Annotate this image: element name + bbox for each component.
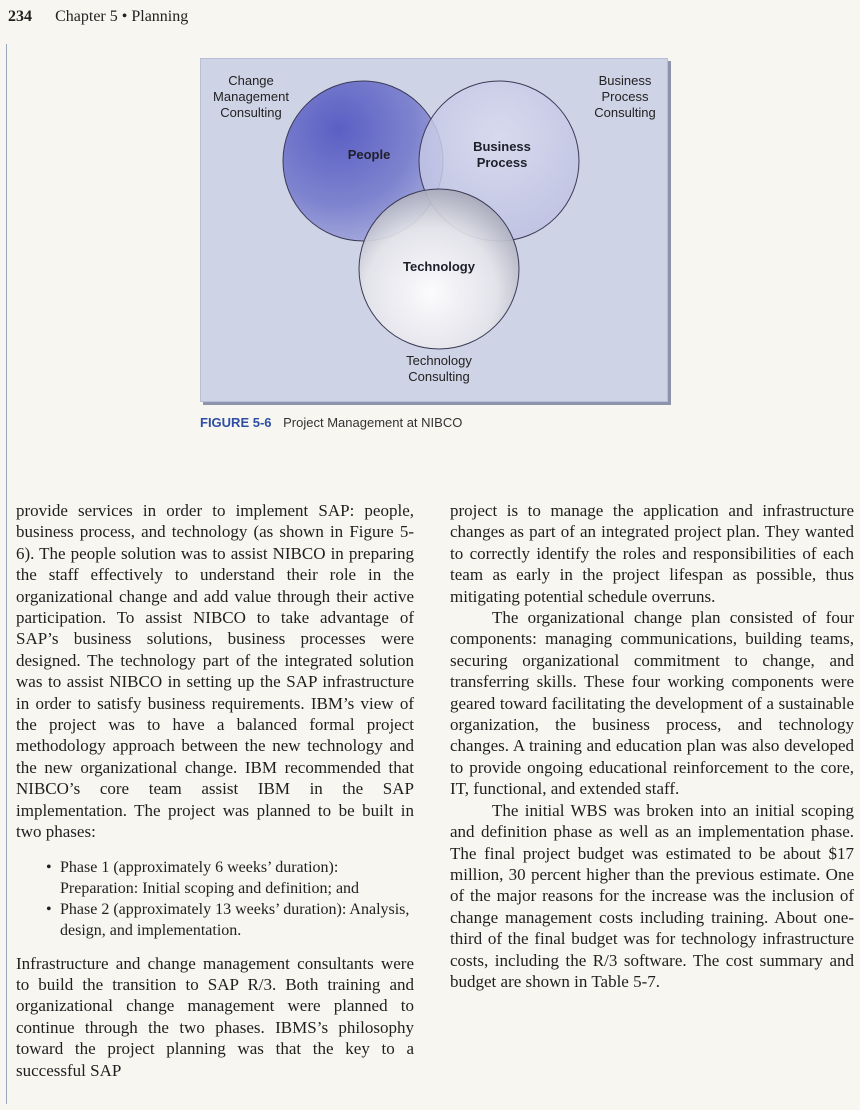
margin-rule — [6, 44, 7, 1104]
technology-consulting-label: Technology Consulting — [406, 353, 472, 384]
chapter-title: Chapter 5 • Planning — [55, 8, 189, 25]
phase-list — [46, 857, 414, 941]
technology-label: Technology — [403, 259, 475, 274]
list-item: • Phase 1 (approximately 6 weeks’ duration): Preparation: Initial scoping and definition; and — [46, 857, 414, 899]
paragraph: Infrastructure and change management consultants were to build the transition to SAP R/3. Both training and organizational change management were planned to continue through the two phases. IBMS’s philosophy toward the project planning was that the key to a successful SAP — [16, 953, 414, 1080]
figure-caption — [200, 415, 462, 430]
figure-number: FIGURE 5-6 — [200, 415, 272, 430]
page-number: 234 — [8, 8, 32, 25]
paragraph: provide services in order to implement SAP: people, business process, and technology (as shown in Figure 5-6). The people solution was to assist NIBCO in preparing the staff effectively to understand their role in the organizational change and add value through their active participation. To assist NIBCO to take advantage of SAP’s business solutions, business processes were designed. The technology part of the integrated solution was to assist NIBCO in setting up the SAP infrastructure in order to satisfy business requirements. IBM’s view of the project was to have a balanced formal project methodology approach between the new technology and the new organizational change. IBM recommended that NIBCO’s core team assist IBM in the SAP implementation. The project was planned to be built in two phases: — [16, 501, 414, 842]
figure-venn-diagram — [200, 58, 668, 402]
list-item: • Phase 2 (approximately 13 weeks’ duration): Analysis, design, and implementation. — [46, 899, 414, 941]
business-process-label: Business Process — [473, 139, 531, 170]
paragraph: project is to manage the application and infrastructure changes as part of an integrated project plan. They wanted to correctly identify the roles and responsibilities of each team as early in the project lifespan as possible, thus mitigating potential schedule overruns. — [450, 501, 854, 606]
change-management-consulting-label: Change Management Consulting — [213, 73, 289, 120]
right-column — [450, 500, 854, 992]
business-process-consulting-label: Business Process Consulting — [594, 73, 656, 120]
paragraph: The organizational change plan consisted of four components: managing communications, building teams, securing organizational commitment to change, and transferring skills. These four working components were geared toward facilitating the development of a sustainable organization, the business process, and technology changes. A training and education plan was also developed to provide ongoing educational reinforcement to the core, IT, functional, and extended staff. — [450, 608, 854, 799]
page-header — [8, 6, 188, 26]
paragraph: The initial WBS was broken into an initial scoping and definition phase as well as an implementation phase. The final project budget was estimated to be about $17 million, 30 percent higher than the previous estimate. One of the major reasons for the increase was the inclusion of change management costs including training. About one-third of the final budget was for technology infrastructure costs, including the R/3 software. The cost summary and budget are shown in Table 5-7. — [450, 800, 854, 991]
people-label: People — [347, 147, 391, 162]
left-column — [16, 500, 414, 1081]
figure-caption-text: Project Management at NIBCO — [283, 415, 463, 430]
